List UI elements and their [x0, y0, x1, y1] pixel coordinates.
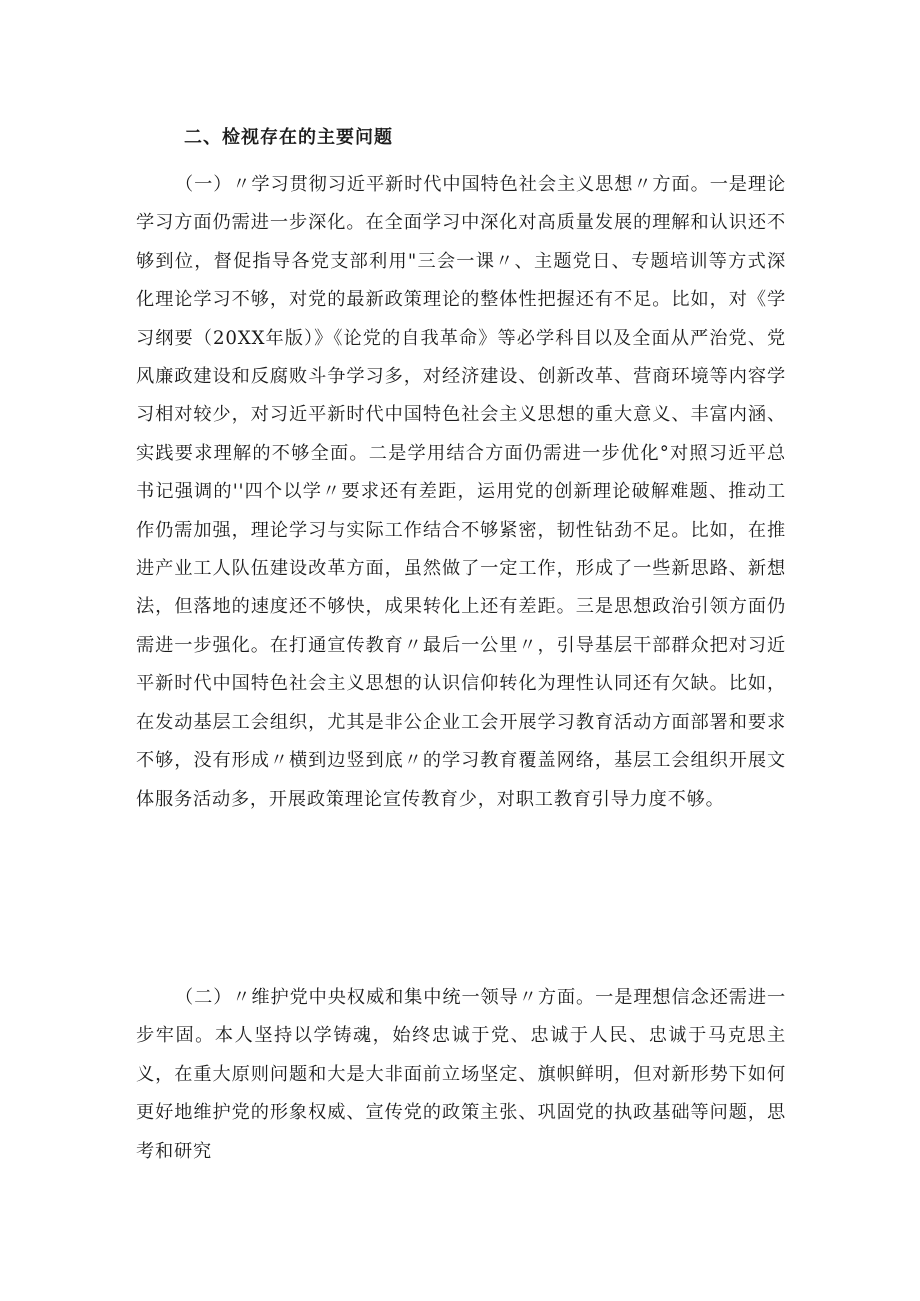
paragraph-party-authority: （二）〃维护党中央权威和集中统一领导〃方面。一是理想信念还需进一步牢固。本人坚持以学铸魂，始终忠诚于党、忠诚于人民、忠诚于马克思主义，在重大原则问题和大是大非面前立场坚定、旗帜鲜明，但对新形势下如何更好地维护党的形象权威、宣传党的政策主张、巩固党的执政基础等问题，思考和研究 — [136, 987, 786, 1162]
paragraph-study-thought: （一）〃学习贯彻习近平新时代中国特色社会主义思想〃方面。一是理论学习方面仍需进一步深化。在全面学习中深化对高质量发展的理解和认识还不够到位，督促指导各党支部利用"三会一课〃、主题党日、专题培训等方式深化理论学习不够，对党的最新政策理论的整体性把握还有不足。比如，对《学习纲要（20XX年版）》《论党的自我革命》等必学科目以及全面从严治党、党风廉政建设和反腐败斗争学习多，对经济建设、创新改革、营商环境等内容学习相对较少，对习近平新时代中国特色社会主义思想的重大意义、丰富内涵、实践要求理解的不够全面。二是学用结合方面仍需进一步优化°对照习近平总书记强调的''四个以学〃要求还有差距，运用党的创新理论破解难题、推动工作仍需加强，理论学习与实际工作结合不够紧密，韧性钻劲不足。比如，在推进产业工人队伍建设改革方面，虽然做了一定工作，形成了一些新思路、新想法，但落地的速度还不够快，成果转化上还有差距。三是思想政治引领方面仍需进一步强化。在打通宣传教育〃最后一公里〃，引导基层干部群众把对习近平新时代中国特色社会主义思想的认识信仰转化为理性认同还有欠缺。比如，在发动基层工会组织，尤其是非公企业工会开展学习教育活动方面部署和要求不够，没有形成〃横到边竖到底〃的学习教育覆盖网络，基层工会组织开展文体服务活动多，开展政策理论宣传教育少，对职工教育引导力度不够。 — [136, 174, 786, 810]
section-heading: 二、检视存在的主要问题 — [184, 127, 393, 148]
